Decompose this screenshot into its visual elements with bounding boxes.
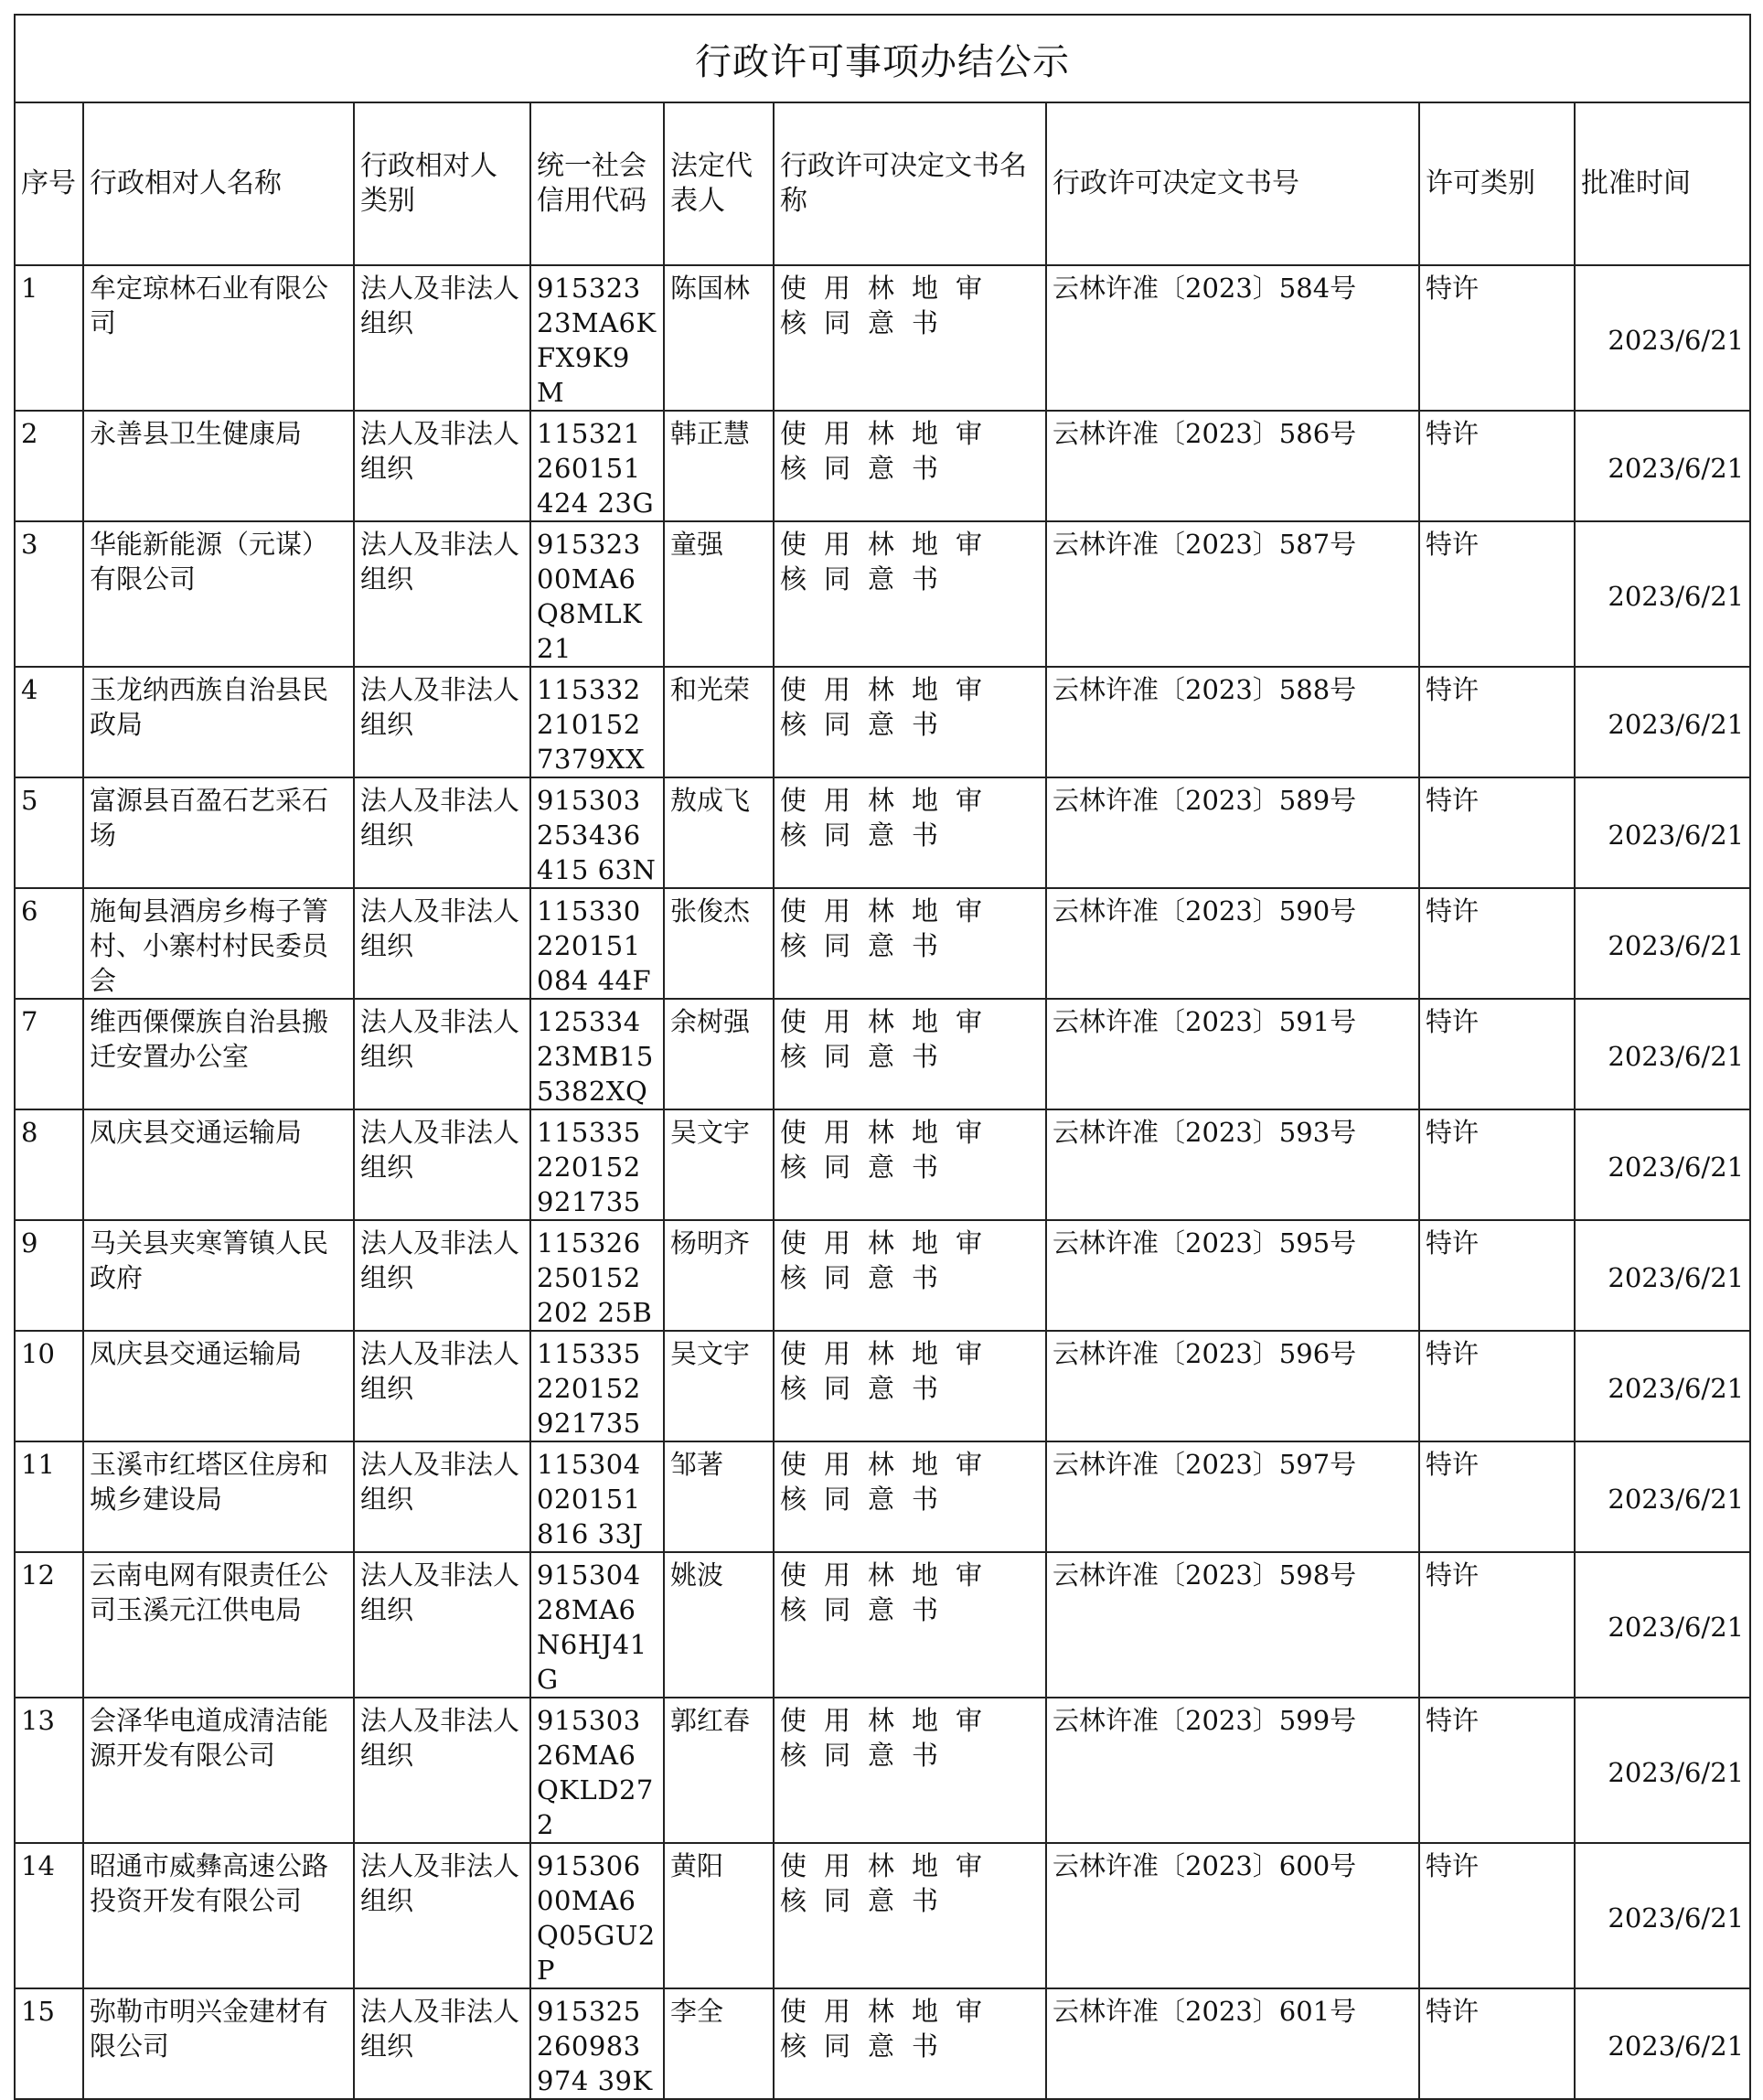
party-category: 法人及非法人组织: [354, 1843, 530, 1988]
table-row: [15, 1441, 1750, 1552]
permit-type: 特许: [1419, 667, 1575, 777]
approval-date: 2023/6/21: [1575, 521, 1750, 667]
row-index: 14: [15, 1843, 83, 1988]
approval-date: 2023/6/21: [1575, 1109, 1750, 1220]
row-index: 6: [15, 888, 83, 999]
party-name: 牟定琼林石业有限公司: [83, 265, 354, 411]
header-row: [15, 102, 1750, 265]
legal-rep: 吴文宇: [664, 1331, 774, 1441]
decision-name: 使用林地审核同意书: [774, 1698, 1046, 1843]
decision-number: 云林许准〔2023〕589号: [1046, 777, 1419, 888]
legal-rep: 郭红春: [664, 1698, 774, 1843]
permit-type: 特许: [1419, 777, 1575, 888]
permit-type: 特许: [1419, 411, 1575, 521]
party-name: 凤庆县交通运输局: [83, 1109, 354, 1220]
party-category: 法人及非法人组织: [354, 777, 530, 888]
row-index: 8: [15, 1109, 83, 1220]
table-row: [15, 1220, 1750, 1331]
header-legal-rep: 法定代表人: [664, 102, 774, 265]
approval-date: 2023/6/21: [1575, 1331, 1750, 1441]
row-index: 5: [15, 777, 83, 888]
party-category: 法人及非法人组织: [354, 888, 530, 999]
credit-code: 115321260151424 23G: [530, 411, 664, 521]
party-category: 法人及非法人组织: [354, 1698, 530, 1843]
decision-name: 使用林地审核同意书: [774, 1109, 1046, 1220]
decision-name: 使用林地审核同意书: [774, 411, 1046, 521]
header-decision-number: 行政许可决定文书号: [1046, 102, 1419, 265]
party-name: 云南电网有限责任公司玉溪元江供电局: [83, 1552, 354, 1698]
decision-number: 云林许准〔2023〕593号: [1046, 1109, 1419, 1220]
party-category: 法人及非法人组织: [354, 667, 530, 777]
approval-date: 2023/6/21: [1575, 999, 1750, 1109]
party-category: 法人及非法人组织: [354, 265, 530, 411]
decision-name: 使用林地审核同意书: [774, 1552, 1046, 1698]
approval-date: 2023/6/21: [1575, 777, 1750, 888]
legal-rep: 韩正慧: [664, 411, 774, 521]
party-category: 法人及非法人组织: [354, 521, 530, 667]
permit-type: 特许: [1419, 1220, 1575, 1331]
party-name: 凤庆县交通运输局: [83, 1331, 354, 1441]
decision-name: 使用林地审核同意书: [774, 521, 1046, 667]
party-name: 施甸县酒房乡梅子箐村、小寨村村民委员会: [83, 888, 354, 999]
table-row: [15, 777, 1750, 888]
header-credit-code: 统一社会信用代码: [530, 102, 664, 265]
party-category: 法人及非法人组织: [354, 1109, 530, 1220]
permit-type: 特许: [1419, 1698, 1575, 1843]
legal-rep: 杨明齐: [664, 1220, 774, 1331]
approval-date: 2023/6/21: [1575, 1552, 1750, 1698]
permit-type: 特许: [1419, 888, 1575, 999]
party-name: 玉龙纳西族自治县民政局: [83, 667, 354, 777]
party-category: 法人及非法人组织: [354, 1441, 530, 1552]
table-row: [15, 667, 1750, 777]
permit-type: 特许: [1419, 1552, 1575, 1698]
credit-code: 12533423MB155382XQ: [530, 999, 664, 1109]
permit-type: 特许: [1419, 1109, 1575, 1220]
decision-number: 云林许准〔2023〕591号: [1046, 999, 1419, 1109]
header-decision-name: 行政许可决定文书名称: [774, 102, 1046, 265]
decision-name: 使用林地审核同意书: [774, 1220, 1046, 1331]
table-row: [15, 1988, 1750, 2099]
table-row: [15, 888, 1750, 999]
row-index: 7: [15, 999, 83, 1109]
credit-code: 91530326MA6QKLD272: [530, 1698, 664, 1843]
credit-code: 115330220151084 44F: [530, 888, 664, 999]
legal-rep: 姚波: [664, 1552, 774, 1698]
decision-name: 使用林地审核同意书: [774, 1988, 1046, 2099]
legal-rep: 陈国林: [664, 265, 774, 411]
credit-code: 115335220152921735: [530, 1109, 664, 1220]
party-name: 富源县百盈石艺采石场: [83, 777, 354, 888]
party-name: 昭通市威彝高速公路投资开发有限公司: [83, 1843, 354, 1988]
party-category: 法人及非法人组织: [354, 999, 530, 1109]
permit-type: 特许: [1419, 1988, 1575, 2099]
decision-name: 使用林地审核同意书: [774, 265, 1046, 411]
decision-name: 使用林地审核同意书: [774, 777, 1046, 888]
decision-name: 使用林地审核同意书: [774, 1331, 1046, 1441]
decision-number: 云林许准〔2023〕587号: [1046, 521, 1419, 667]
table-row: [15, 411, 1750, 521]
table-row: [15, 1552, 1750, 1698]
table-row: [15, 999, 1750, 1109]
decision-number: 云林许准〔2023〕596号: [1046, 1331, 1419, 1441]
credit-code: 91532323MA6KFX9K9M: [530, 265, 664, 411]
row-index: 1: [15, 265, 83, 411]
decision-number: 云林许准〔2023〕590号: [1046, 888, 1419, 999]
table-row: [15, 521, 1750, 667]
header-party-category: 行政相对人类别: [354, 102, 530, 265]
decision-number: 云林许准〔2023〕584号: [1046, 265, 1419, 411]
permit-type: 特许: [1419, 1843, 1575, 1988]
party-name: 弥勒市明兴金建材有限公司: [83, 1988, 354, 2099]
credit-code: 915303253436415 63N: [530, 777, 664, 888]
approval-date: 2023/6/21: [1575, 265, 1750, 411]
party-name: 马关县夹寒箐镇人民政府: [83, 1220, 354, 1331]
credit-code: 115335220152921735: [530, 1331, 664, 1441]
credit-code: 115304020151816 33J: [530, 1441, 664, 1552]
party-category: 法人及非法人组织: [354, 411, 530, 521]
approval-date: 2023/6/21: [1575, 411, 1750, 521]
table-row: [15, 1331, 1750, 1441]
party-name: 维西傈僳族自治县搬迁安置办公室: [83, 999, 354, 1109]
legal-rep: 余树强: [664, 999, 774, 1109]
party-name: 华能新能源（元谋）有限公司: [83, 521, 354, 667]
decision-number: 云林许准〔2023〕601号: [1046, 1988, 1419, 2099]
row-index: 13: [15, 1698, 83, 1843]
row-index: 4: [15, 667, 83, 777]
legal-rep: 邹著: [664, 1441, 774, 1552]
legal-rep: 和光荣: [664, 667, 774, 777]
approval-date: 2023/6/21: [1575, 1698, 1750, 1843]
header-index: 序号: [15, 102, 83, 265]
row-index: 9: [15, 1220, 83, 1331]
decision-number: 云林许准〔2023〕600号: [1046, 1843, 1419, 1988]
row-index: 12: [15, 1552, 83, 1698]
approval-date: 2023/6/21: [1575, 1988, 1750, 2099]
approval-date: 2023/6/21: [1575, 667, 1750, 777]
row-index: 15: [15, 1988, 83, 2099]
decision-name: 使用林地审核同意书: [774, 1441, 1046, 1552]
permit-type: 特许: [1419, 265, 1575, 411]
decision-name: 使用林地审核同意书: [774, 888, 1046, 999]
credit-code: 91530600MA6Q05GU2P: [530, 1843, 664, 1988]
permit-type: 特许: [1419, 1331, 1575, 1441]
table-row: [15, 1843, 1750, 1988]
legal-rep: 黄阳: [664, 1843, 774, 1988]
approval-date: 2023/6/21: [1575, 888, 1750, 999]
credit-code: 115326250152202 25B: [530, 1220, 664, 1331]
legal-rep: 敖成飞: [664, 777, 774, 888]
decision-number: 云林许准〔2023〕599号: [1046, 1698, 1419, 1843]
credit-code: 91532300MA6Q8MLK21: [530, 521, 664, 667]
table-row: [15, 1109, 1750, 1220]
decision-name: 使用林地审核同意书: [774, 999, 1046, 1109]
decision-number: 云林许准〔2023〕588号: [1046, 667, 1419, 777]
decision-name: 使用林地审核同意书: [774, 667, 1046, 777]
permit-type: 特许: [1419, 521, 1575, 667]
header-party-name: 行政相对人名称: [83, 102, 354, 265]
credit-code: 91530428MA6N6HJ41G: [530, 1552, 664, 1698]
row-index: 3: [15, 521, 83, 667]
party-category: 法人及非法人组织: [354, 1220, 530, 1331]
legal-rep: 童强: [664, 521, 774, 667]
table-row: [15, 1698, 1750, 1843]
approval-date: 2023/6/21: [1575, 1220, 1750, 1331]
table-row: [15, 265, 1750, 411]
party-category: 法人及非法人组织: [354, 1552, 530, 1698]
decision-number: 云林许准〔2023〕586号: [1046, 411, 1419, 521]
legal-rep: 吴文宇: [664, 1109, 774, 1220]
credit-code: 1153322101527379XX: [530, 667, 664, 777]
permit-table: [14, 14, 1751, 2100]
credit-code: 915325260983974 39K: [530, 1988, 664, 2099]
legal-rep: 张俊杰: [664, 888, 774, 999]
decision-name: 使用林地审核同意书: [774, 1843, 1046, 1988]
party-name: 玉溪市红塔区住房和城乡建设局: [83, 1441, 354, 1552]
row-index: 2: [15, 411, 83, 521]
decision-number: 云林许准〔2023〕597号: [1046, 1441, 1419, 1552]
header-permit-type: 许可类别: [1419, 102, 1575, 265]
party-category: 法人及非法人组织: [354, 1331, 530, 1441]
row-index: 10: [15, 1331, 83, 1441]
legal-rep: 李全: [664, 1988, 774, 2099]
decision-number: 云林许准〔2023〕595号: [1046, 1220, 1419, 1331]
party-name: 会泽华电道成清洁能源开发有限公司: [83, 1698, 354, 1843]
table-title: 行政许可事项办结公示: [15, 15, 1750, 102]
row-index: 11: [15, 1441, 83, 1552]
party-category: 法人及非法人组织: [354, 1988, 530, 2099]
decision-number: 云林许准〔2023〕598号: [1046, 1552, 1419, 1698]
permit-type: 特许: [1419, 1441, 1575, 1552]
approval-date: 2023/6/21: [1575, 1441, 1750, 1552]
approval-date: 2023/6/21: [1575, 1843, 1750, 1988]
party-name: 永善县卫生健康局: [83, 411, 354, 521]
permit-type: 特许: [1419, 999, 1575, 1109]
header-approval-date: 批准时间: [1575, 102, 1750, 265]
